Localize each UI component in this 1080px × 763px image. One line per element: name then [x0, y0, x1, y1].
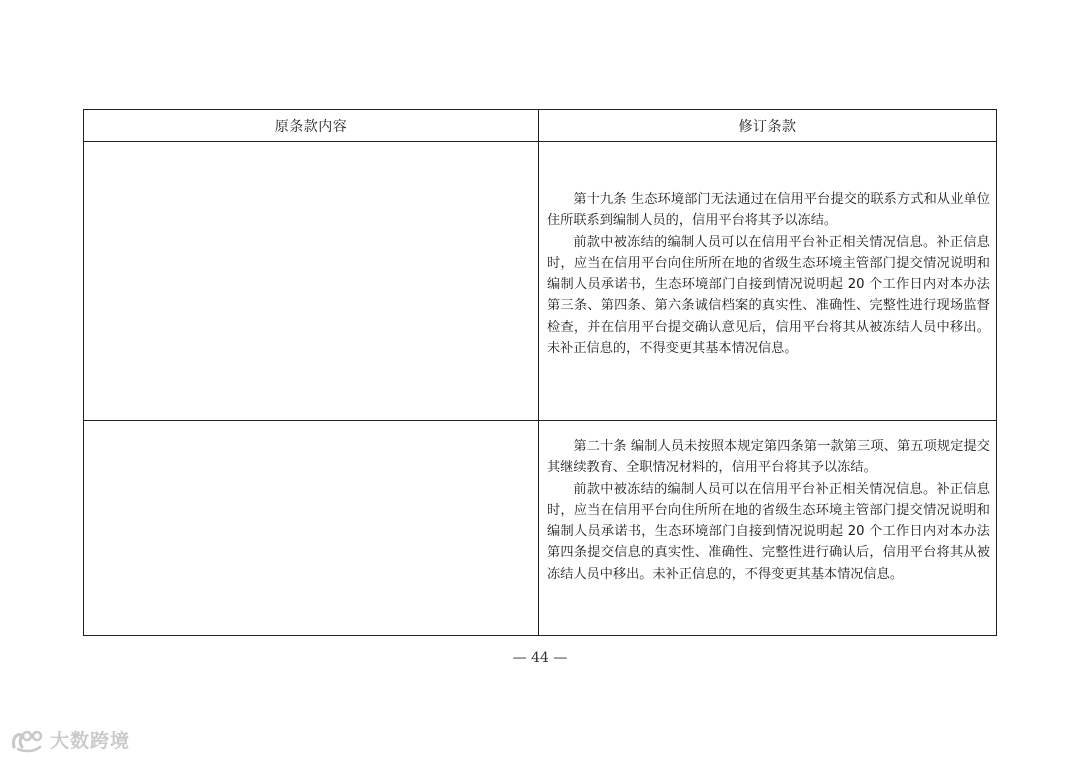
article-paragraph: 第十九条 生态环境部门无法通过在信用平台提交的联系方式和从业单位住所联系到编制人员的，信用平台将其予以冻结。 — [547, 192, 990, 229]
article-paragraph: 前款中被冻结的编制人员可以在信用平台补正相关情况信息。补正信息时，应当在信用平台向住所所在地的省级生态环境主管部门提交情况说明和编制人员承诺书，生态环境部门自接到情况说明起 20 个工作日内对本办法第三条、第四条、第六条诚信档案的真实性、准确性、完整性进行现场监督检查，并在信用平台提交确认意见后，信用平台将其从被冻结人员中移出。未补正信息的，不得变更其基本情况信息。 — [547, 234, 990, 357]
original-clause-cell — [84, 421, 539, 636]
brand-logo-icon — [10, 727, 46, 753]
revised-clause-cell — [539, 421, 997, 636]
watermark-text: 大数跨境 — [50, 730, 131, 752]
revision-comparison-table — [83, 109, 997, 636]
table-row — [84, 142, 997, 421]
article-paragraph: 第二十条 编制人员未按照本规定第四条第一款第三项、第五项规定提交其继续教育、全职情况材料的，信用平台将其予以冻结。 — [547, 439, 990, 476]
original-clause-cell — [84, 142, 539, 421]
original-clause-text — [84, 421, 538, 436]
revised-clause-cell — [539, 142, 997, 421]
revised-clause-text — [539, 142, 996, 359]
table-row — [84, 421, 997, 636]
page-number: — 44 — — [512, 650, 568, 666]
revised-clause-text — [539, 421, 996, 585]
header-revised-clause: 修订条款 — [539, 110, 997, 142]
original-clause-text — [84, 142, 538, 189]
article-paragraph: 前款中被冻结的编制人员可以在信用平台补正相关情况信息。补正信息时，应当在信用平台向住所所在地的省级生态环境主管部门提交情况说明和编制人员承诺书，生态环境部门自接到情况说明起 20 个工作日内对本办法第四条提交信息的真实性、准确性、完整性进行确认后，信用平台将其从被冻结人员中移出。未补正信息的，不得变更其基本情况信息。 — [547, 481, 990, 582]
watermark — [10, 726, 130, 753]
table-header-row — [84, 110, 997, 142]
header-original-clause: 原条款内容 — [84, 110, 539, 142]
